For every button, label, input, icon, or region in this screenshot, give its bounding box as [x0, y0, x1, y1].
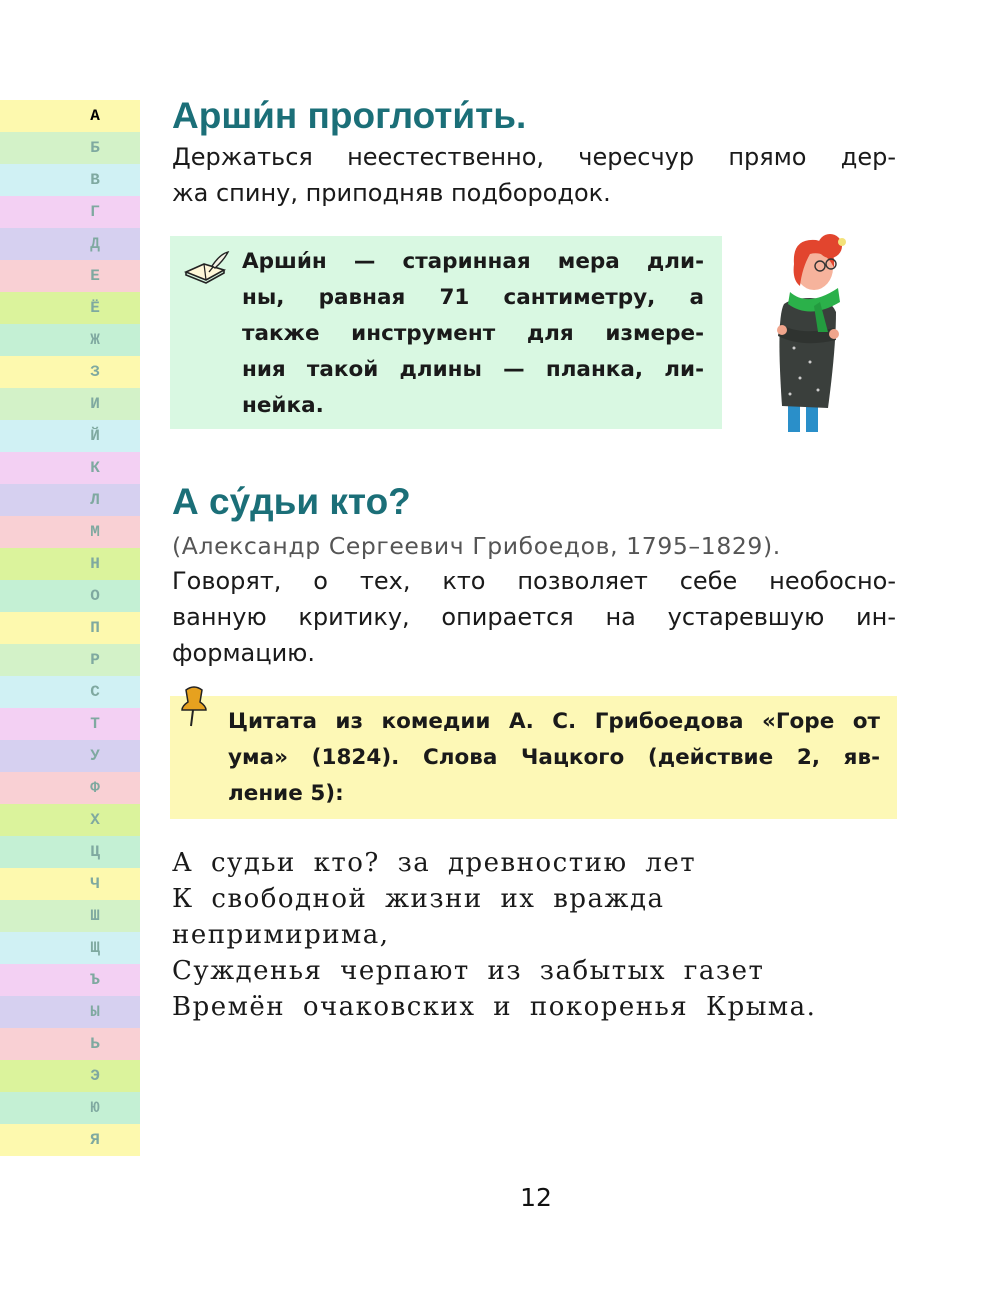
entry-title-sudi: А су́дьи кто? [172, 481, 411, 522]
alphabet-letter: У [0, 740, 140, 772]
note-box-quote [170, 696, 897, 819]
alphabet-letter: Ё [0, 292, 140, 324]
note-line: нейка. [242, 393, 324, 418]
alphabet-letter: Ж [0, 324, 140, 356]
entry-source: (Александр Сергеевич Грибоедов, 1795–1829). [172, 532, 781, 560]
note-line: ны, равная 71 сантиметру, а [242, 285, 704, 310]
alphabet-letter: Л [0, 484, 140, 516]
alphabet-letter: Д [0, 228, 140, 260]
definition-line: Говорят, о тех, кто позволяет себе необосно- [172, 567, 896, 595]
page-number: 12 [520, 1183, 552, 1212]
alphabet-letter: И [0, 388, 140, 420]
definition-line: ванную критику, опирается на устаревшую ин- [172, 603, 896, 631]
alphabet-index [0, 100, 140, 1156]
alphabet-letter: С [0, 676, 140, 708]
note-box-arshin [170, 236, 722, 429]
note-line: ление 5): [228, 781, 344, 806]
note-line: также инструмент для измере- [242, 321, 704, 346]
poem-line: непримирима, [172, 920, 390, 950]
definition-line: жа спину, приподняв подбородок. [172, 179, 611, 207]
alphabet-letter: Р [0, 644, 140, 676]
alphabet-letter: Ю [0, 1092, 140, 1124]
alphabet-letter: Щ [0, 932, 140, 964]
alphabet-letter: О [0, 580, 140, 612]
entry-definition-arshin [172, 139, 896, 211]
definition-line: Держаться неестественно, чересчур прямо дер- [172, 143, 896, 171]
alphabet-letter: Н [0, 548, 140, 580]
book-quill-icon [182, 250, 230, 284]
entry-definition-sudi [172, 563, 896, 671]
note-line: ума» (1824). Слова Чацкого (действие 2, яв- [228, 745, 880, 770]
poem-quote [172, 845, 816, 1025]
definition-line: формацию. [172, 639, 316, 667]
alphabet-letter: П [0, 612, 140, 644]
alphabet-letter: Й [0, 420, 140, 452]
poem-line: Времён очаковских и покоренья Крыма. [172, 992, 817, 1022]
alphabet-letter: Б [0, 132, 140, 164]
poem-line: А судьи кто? за древностию лет [172, 848, 697, 878]
note-term: Арши́н [242, 249, 327, 274]
alphabet-letter: А [0, 100, 140, 132]
alphabet-letter: Е [0, 260, 140, 292]
note-text-arshin [242, 244, 704, 424]
alphabet-letter: В [0, 164, 140, 196]
note-line: Цитата из комедии А. С. Грибоедова «Горе от [228, 709, 880, 734]
alphabet-letter: Ы [0, 996, 140, 1028]
poem-line: К свободной жизни их вражда [172, 884, 665, 914]
alphabet-letter: Х [0, 804, 140, 836]
alphabet-letter: З [0, 356, 140, 388]
alphabet-letter: Ф [0, 772, 140, 804]
alphabet-letter: К [0, 452, 140, 484]
alphabet-letter: Ь [0, 1028, 140, 1060]
alphabet-letter: Э [0, 1060, 140, 1092]
alphabet-letter: Ч [0, 868, 140, 900]
alphabet-letter: Т [0, 708, 140, 740]
note-line: ния такой длины — планка, ли- [242, 357, 704, 382]
alphabet-letter: Ъ [0, 964, 140, 996]
girl-illustration [770, 228, 866, 434]
alphabet-letter: Г [0, 196, 140, 228]
alphabet-letter: Я [0, 1124, 140, 1156]
alphabet-letter: Ц [0, 836, 140, 868]
entry-title-arshin: Арши́н проглоти́ть. [172, 95, 527, 136]
note-text-quote [228, 704, 880, 812]
poem-line: Сужденья черпают из забытых газет [172, 956, 765, 986]
alphabet-letter: М [0, 516, 140, 548]
note-line: — старинная мера дли- [326, 249, 704, 274]
alphabet-letter: Ш [0, 900, 140, 932]
pushpin-icon [176, 684, 212, 728]
